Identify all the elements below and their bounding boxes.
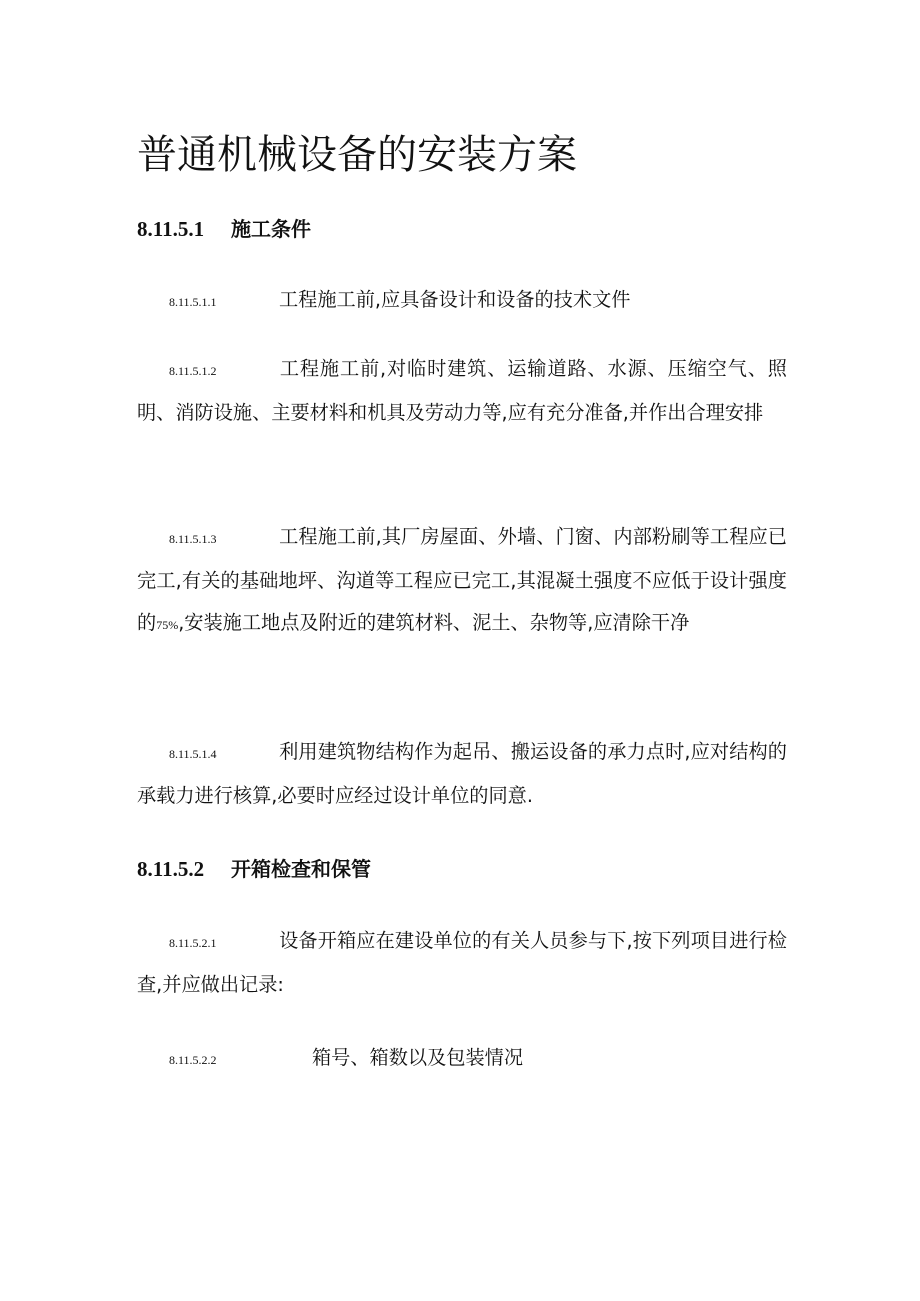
clause-text: 箱号、箱数以及包装情况 <box>312 1046 524 1069</box>
clause-number: 8.11.5.1.3 <box>169 532 217 546</box>
clause-8-11-5-2-1 <box>137 920 787 1006</box>
section-heading-8-11-5-2 <box>137 854 371 884</box>
clause-text: 工程施工前,对临时建筑、运输道路、水源、压缩空气、照明、消防设施、主要材料和机具及劳动力等,应有充分准备,并作出合理安排 <box>137 357 787 424</box>
clause-text: 工程施工前,应具备设计和设备的技术文件 <box>279 288 631 311</box>
clause-8-11-5-2-2 <box>137 1037 787 1081</box>
strength-percentage: 75% <box>156 618 179 632</box>
clause-text: 利用建筑物结构作为起吊、搬运设备的承力点时,应对结构的承载力进行核算,必要时应经过设计单位的同意. <box>137 740 787 807</box>
section-heading-8-11-5-1 <box>137 214 311 244</box>
document-title: 普通机械设备的安装方案 <box>137 132 577 178</box>
clause-text-after: ,安装施工地点及附近的建筑材料、泥土、杂物等,应清除干净 <box>178 611 690 634</box>
clause-number: 8.11.5.1.4 <box>169 747 217 761</box>
clause-number: 8.11.5.1.2 <box>169 364 217 378</box>
section-number: 8.11.5.1 <box>137 217 205 241</box>
clause-text: 设备开箱应在建设单位的有关人员参与下,按下列项目进行检查,并应做出记录: <box>137 929 787 996</box>
clause-8-11-5-1-1 <box>137 279 787 323</box>
clause-number: 8.11.5.2.2 <box>169 1053 217 1067</box>
clause-number: 8.11.5.1.1 <box>169 295 217 309</box>
clause-8-11-5-1-2 <box>137 348 787 434</box>
clause-text-before: 工程施工前,其厂房屋面、外墙、门窗、内部粉刷等工程应已完工,有关的基础地坪、沟道等工程应已完工,其混凝土强度不应低于设计强度的 <box>137 525 787 634</box>
clause-number: 8.11.5.2.1 <box>169 936 217 950</box>
clause-8-11-5-1-3 <box>137 516 787 646</box>
section-number: 8.11.5.2 <box>137 857 205 881</box>
section-title: 开箱检查和保管 <box>231 857 371 881</box>
clause-8-11-5-1-4 <box>137 731 787 817</box>
section-title: 施工条件 <box>231 217 311 241</box>
